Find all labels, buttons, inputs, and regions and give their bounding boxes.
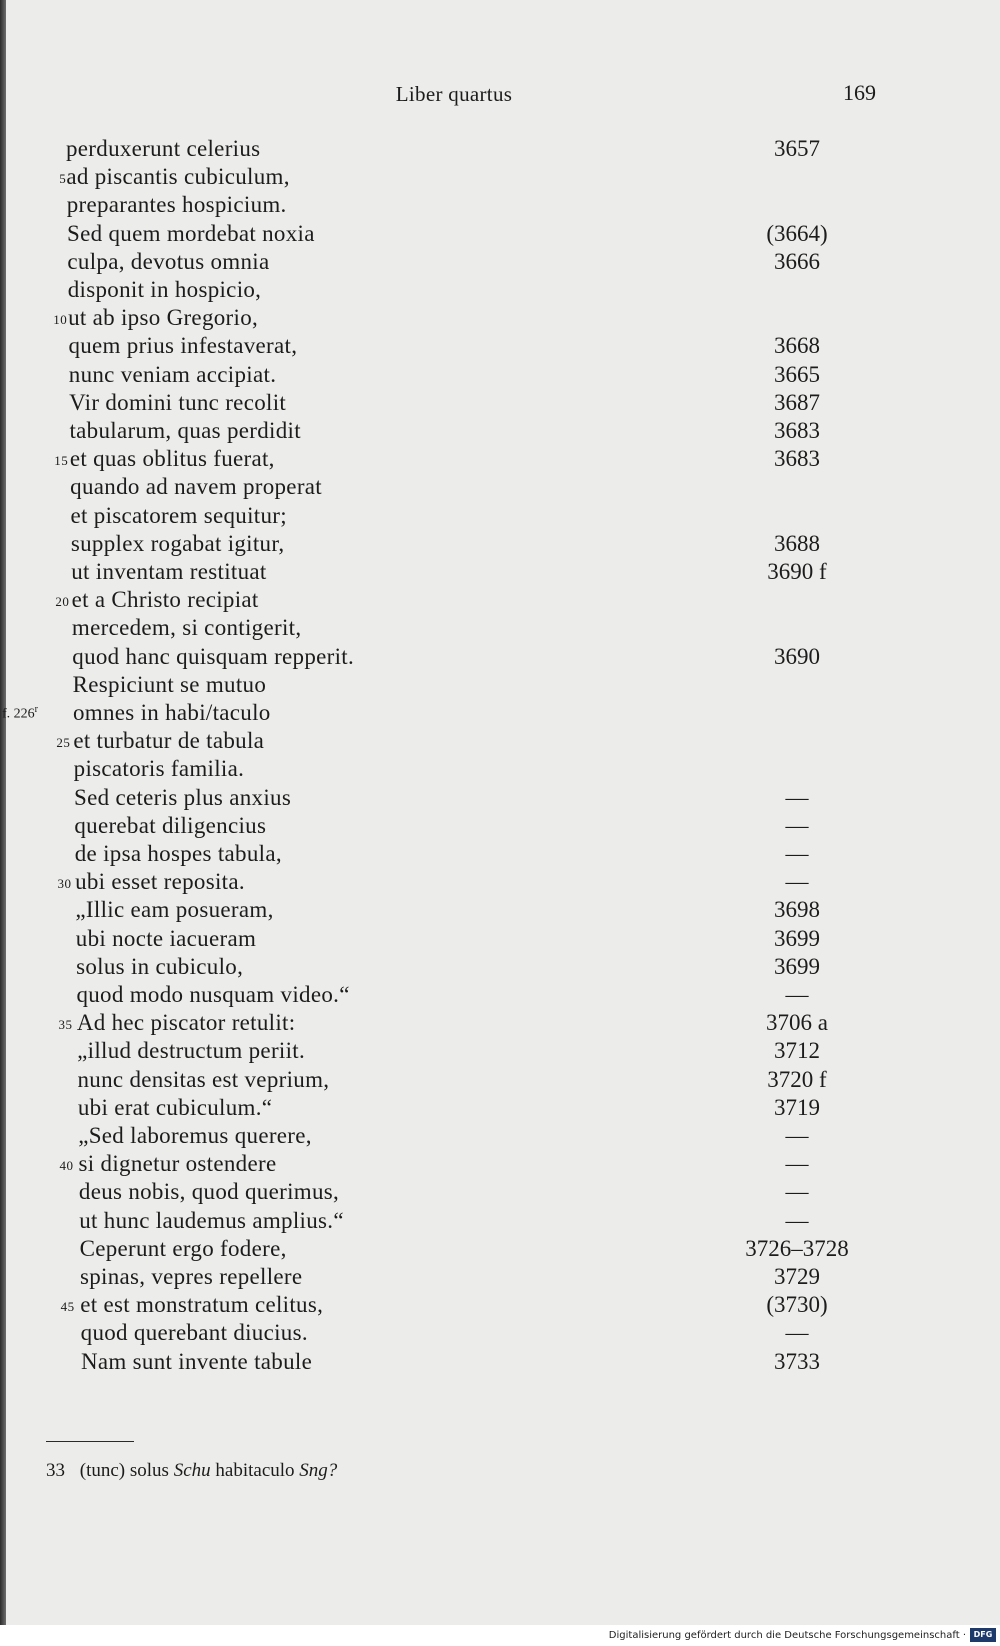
footnote-sigil: Sng? xyxy=(299,1460,338,1481)
verse-text: deus nobis, quod querimus, xyxy=(78,1179,340,1205)
verse-text: „Sed laboremus querere, xyxy=(78,1123,312,1148)
verse-line xyxy=(0,192,1000,221)
reference-number: 3729 xyxy=(774,1264,820,1289)
folio-marker xyxy=(2,704,38,723)
verse-text: ad piscantis cubiculum, xyxy=(66,164,290,190)
reference-number: — xyxy=(785,1179,809,1205)
verse-line xyxy=(0,1264,1000,1293)
reference-number: — xyxy=(785,982,809,1007)
footnote xyxy=(46,1460,337,1482)
verse-text: et piscatorem sequitur; xyxy=(70,502,287,528)
dfg-logo: DFG xyxy=(970,1628,996,1642)
verse-text: querebat diligencius xyxy=(74,812,267,838)
verse-line xyxy=(0,700,1000,729)
verse-line xyxy=(0,926,1000,955)
verse-line xyxy=(0,587,1000,616)
line-number: 45 xyxy=(60,1299,75,1315)
verse-line xyxy=(0,982,1000,1011)
digitization-credit: Digitalisierung gefördert durch die Deutsche Forschungsgemeinschaft · xyxy=(608,1630,966,1641)
verse-line xyxy=(0,1095,1000,1124)
verse-line xyxy=(0,728,1000,757)
reference-number: 3726–3728 xyxy=(745,1235,849,1261)
reference-number: — xyxy=(785,1207,809,1233)
verse-line xyxy=(0,362,1000,391)
verse-line xyxy=(0,1038,1000,1067)
reference-number: 3657 xyxy=(774,136,820,161)
line-number: 15 xyxy=(54,453,69,469)
verse-text: ubi erat cubiculum.“ xyxy=(77,1094,273,1120)
verse-line xyxy=(0,841,1000,870)
verse-text: ubi esset reposita. xyxy=(75,869,245,895)
reference-number: — xyxy=(785,1151,809,1177)
verse-text: Ceperunt ergo fodere, xyxy=(79,1235,287,1261)
verse-text: perduxerunt celerius xyxy=(66,136,261,161)
reference-number: 3668 xyxy=(774,333,820,359)
verse-text: nunc densitas est veprium, xyxy=(77,1066,330,1092)
reference-number: 3666 xyxy=(774,248,820,274)
verse-line xyxy=(0,1123,1000,1152)
verse-text: quando ad navem properat xyxy=(70,474,322,500)
verse-text: quod hanc quisquam repperit. xyxy=(72,643,355,669)
verse-text: mercedem, si contigerit, xyxy=(71,615,302,641)
reference-number: 3719 xyxy=(774,1094,820,1120)
reference-number: 3699 xyxy=(774,953,820,979)
verse-text: solus in cubiculo, xyxy=(76,953,244,979)
verse-line xyxy=(0,249,1000,278)
verse-text: omnes in habi/taculo xyxy=(72,700,271,725)
verse-text: Sed ceteris plus anxius xyxy=(74,784,292,810)
verse-text: ut hunc laudemus amplius.“ xyxy=(79,1207,344,1233)
folio-number: f. 226 xyxy=(2,706,35,722)
verse-text: Respiciunt se mutuo xyxy=(72,671,267,697)
verse-line xyxy=(0,333,1000,362)
verse-line xyxy=(0,221,1000,250)
verse-line xyxy=(0,1151,1000,1180)
verse-text: spinas, vepres repellere xyxy=(79,1264,303,1289)
reference-number: 3733 xyxy=(774,1348,820,1374)
reference-number: 3687 xyxy=(774,389,820,415)
verse-line xyxy=(0,1292,1000,1321)
running-head: Liber quartus xyxy=(395,82,513,106)
verse-line xyxy=(0,418,1000,447)
verse-line xyxy=(0,474,1000,503)
reference-number: — xyxy=(785,1123,809,1148)
page-number: 169 xyxy=(843,80,876,105)
verse-text: et a Christo recipiat xyxy=(71,587,259,613)
verse-line xyxy=(0,756,1000,785)
reference-number: (3664) xyxy=(766,220,828,246)
reference-number: (3730) xyxy=(766,1292,828,1318)
verse-line xyxy=(0,785,1000,814)
line-number: 40 xyxy=(59,1158,74,1174)
verse-text: Ad hec piscator retulit: xyxy=(76,1010,296,1036)
reference-number: 3706 a xyxy=(766,1010,828,1036)
folio-side: r xyxy=(34,704,39,715)
verse-text: ut ab ipso Gregorio, xyxy=(68,305,259,331)
line-number: 5 xyxy=(59,171,67,187)
verse-line xyxy=(0,531,1000,560)
verse-text: et est monstratum celitus, xyxy=(80,1292,324,1318)
reference-number: 3699 xyxy=(774,925,820,951)
footnote-sigil: Schu xyxy=(173,1460,211,1481)
verse-text: „illud destructum periit. xyxy=(77,1038,306,1064)
verse-line xyxy=(0,277,1000,306)
reference-number: 3688 xyxy=(774,530,820,556)
reference-number: 3720 f xyxy=(767,1066,827,1092)
line-number: 20 xyxy=(55,594,70,610)
verse-line xyxy=(0,390,1000,419)
verse-text: nunc veniam accipiat. xyxy=(68,361,277,387)
verse-line xyxy=(0,672,1000,701)
verse-line xyxy=(0,1067,1000,1096)
verse-line xyxy=(0,164,1000,193)
reference-number: 3698 xyxy=(774,897,820,923)
verse-text: et quas oblitus fuerat, xyxy=(69,446,275,472)
verse-line xyxy=(0,813,1000,842)
verse-line xyxy=(0,136,1000,165)
reference-number: — xyxy=(785,841,809,866)
reference-number: 3690 xyxy=(774,643,820,669)
verse-text: ubi nocte iacueram xyxy=(75,925,257,951)
reference-number: 3683 xyxy=(774,418,820,443)
reference-number: — xyxy=(785,784,809,810)
verse-line xyxy=(0,1320,1000,1349)
reference-number: 3690 f xyxy=(767,559,827,584)
verse-text: quod modo nusquam video.“ xyxy=(76,982,350,1007)
verse-line xyxy=(0,869,1000,898)
verse-text: Vir domini tunc recolit xyxy=(69,389,287,415)
reference-number: 3683 xyxy=(774,446,820,472)
verse-text: supplex rogabat igitur, xyxy=(70,530,285,556)
line-number: 35 xyxy=(58,1017,73,1033)
verse-text: Nam sunt invente tabule xyxy=(81,1348,313,1374)
verse-text: disponit in hospicio, xyxy=(67,277,262,302)
reference-number: — xyxy=(785,1320,809,1346)
verse-text: si dignetur ostendere xyxy=(78,1151,277,1177)
reference-number: 3665 xyxy=(774,361,820,387)
verse-line xyxy=(0,446,1000,475)
verse-line xyxy=(0,897,1000,926)
line-number: 25 xyxy=(56,735,71,751)
reference-number: 3712 xyxy=(774,1038,820,1064)
footnote-number: 33 xyxy=(46,1460,65,1481)
reference-number: — xyxy=(785,812,809,838)
line-number: 10 xyxy=(53,312,68,328)
verse-line xyxy=(0,1236,1000,1265)
verse-line xyxy=(0,954,1000,983)
verse-line xyxy=(0,1349,1000,1378)
footnote-word: solus xyxy=(129,1460,169,1481)
verse-line xyxy=(0,1208,1000,1237)
verse-text: culpa, devotus omnia xyxy=(67,248,270,274)
verse-line xyxy=(0,559,1000,588)
verse-line xyxy=(0,615,1000,644)
footnote-word: habitaculo xyxy=(215,1460,295,1481)
verse-line xyxy=(0,503,1000,532)
verse-line xyxy=(0,305,1000,334)
verse-text: ut inventam restituat xyxy=(71,559,267,584)
verse-text: Sed quem mordebat noxia xyxy=(67,220,315,246)
verse-text: quem prius infestaverat, xyxy=(68,333,298,359)
verse-line xyxy=(0,644,1000,673)
verse-text: de ipsa hospes tabula, xyxy=(74,841,282,866)
verse-text: „Illic eam posueram, xyxy=(75,897,274,923)
verse-text: preparantes hospicium. xyxy=(66,192,287,218)
verse-line xyxy=(0,1010,1000,1039)
verse-text: piscatoris familia. xyxy=(73,756,245,782)
verse-text: tabularum, quas perdidit xyxy=(69,418,301,443)
line-number: 30 xyxy=(57,876,72,892)
reference-number: — xyxy=(785,869,809,895)
verse-line xyxy=(0,1179,1000,1208)
footnote-bracketed-word: (tunc) xyxy=(79,1460,126,1481)
verse-text: et turbatur de tabula xyxy=(73,728,265,754)
verse-text: quod querebant diucius. xyxy=(80,1320,308,1346)
footnote-rule xyxy=(46,1441,134,1442)
